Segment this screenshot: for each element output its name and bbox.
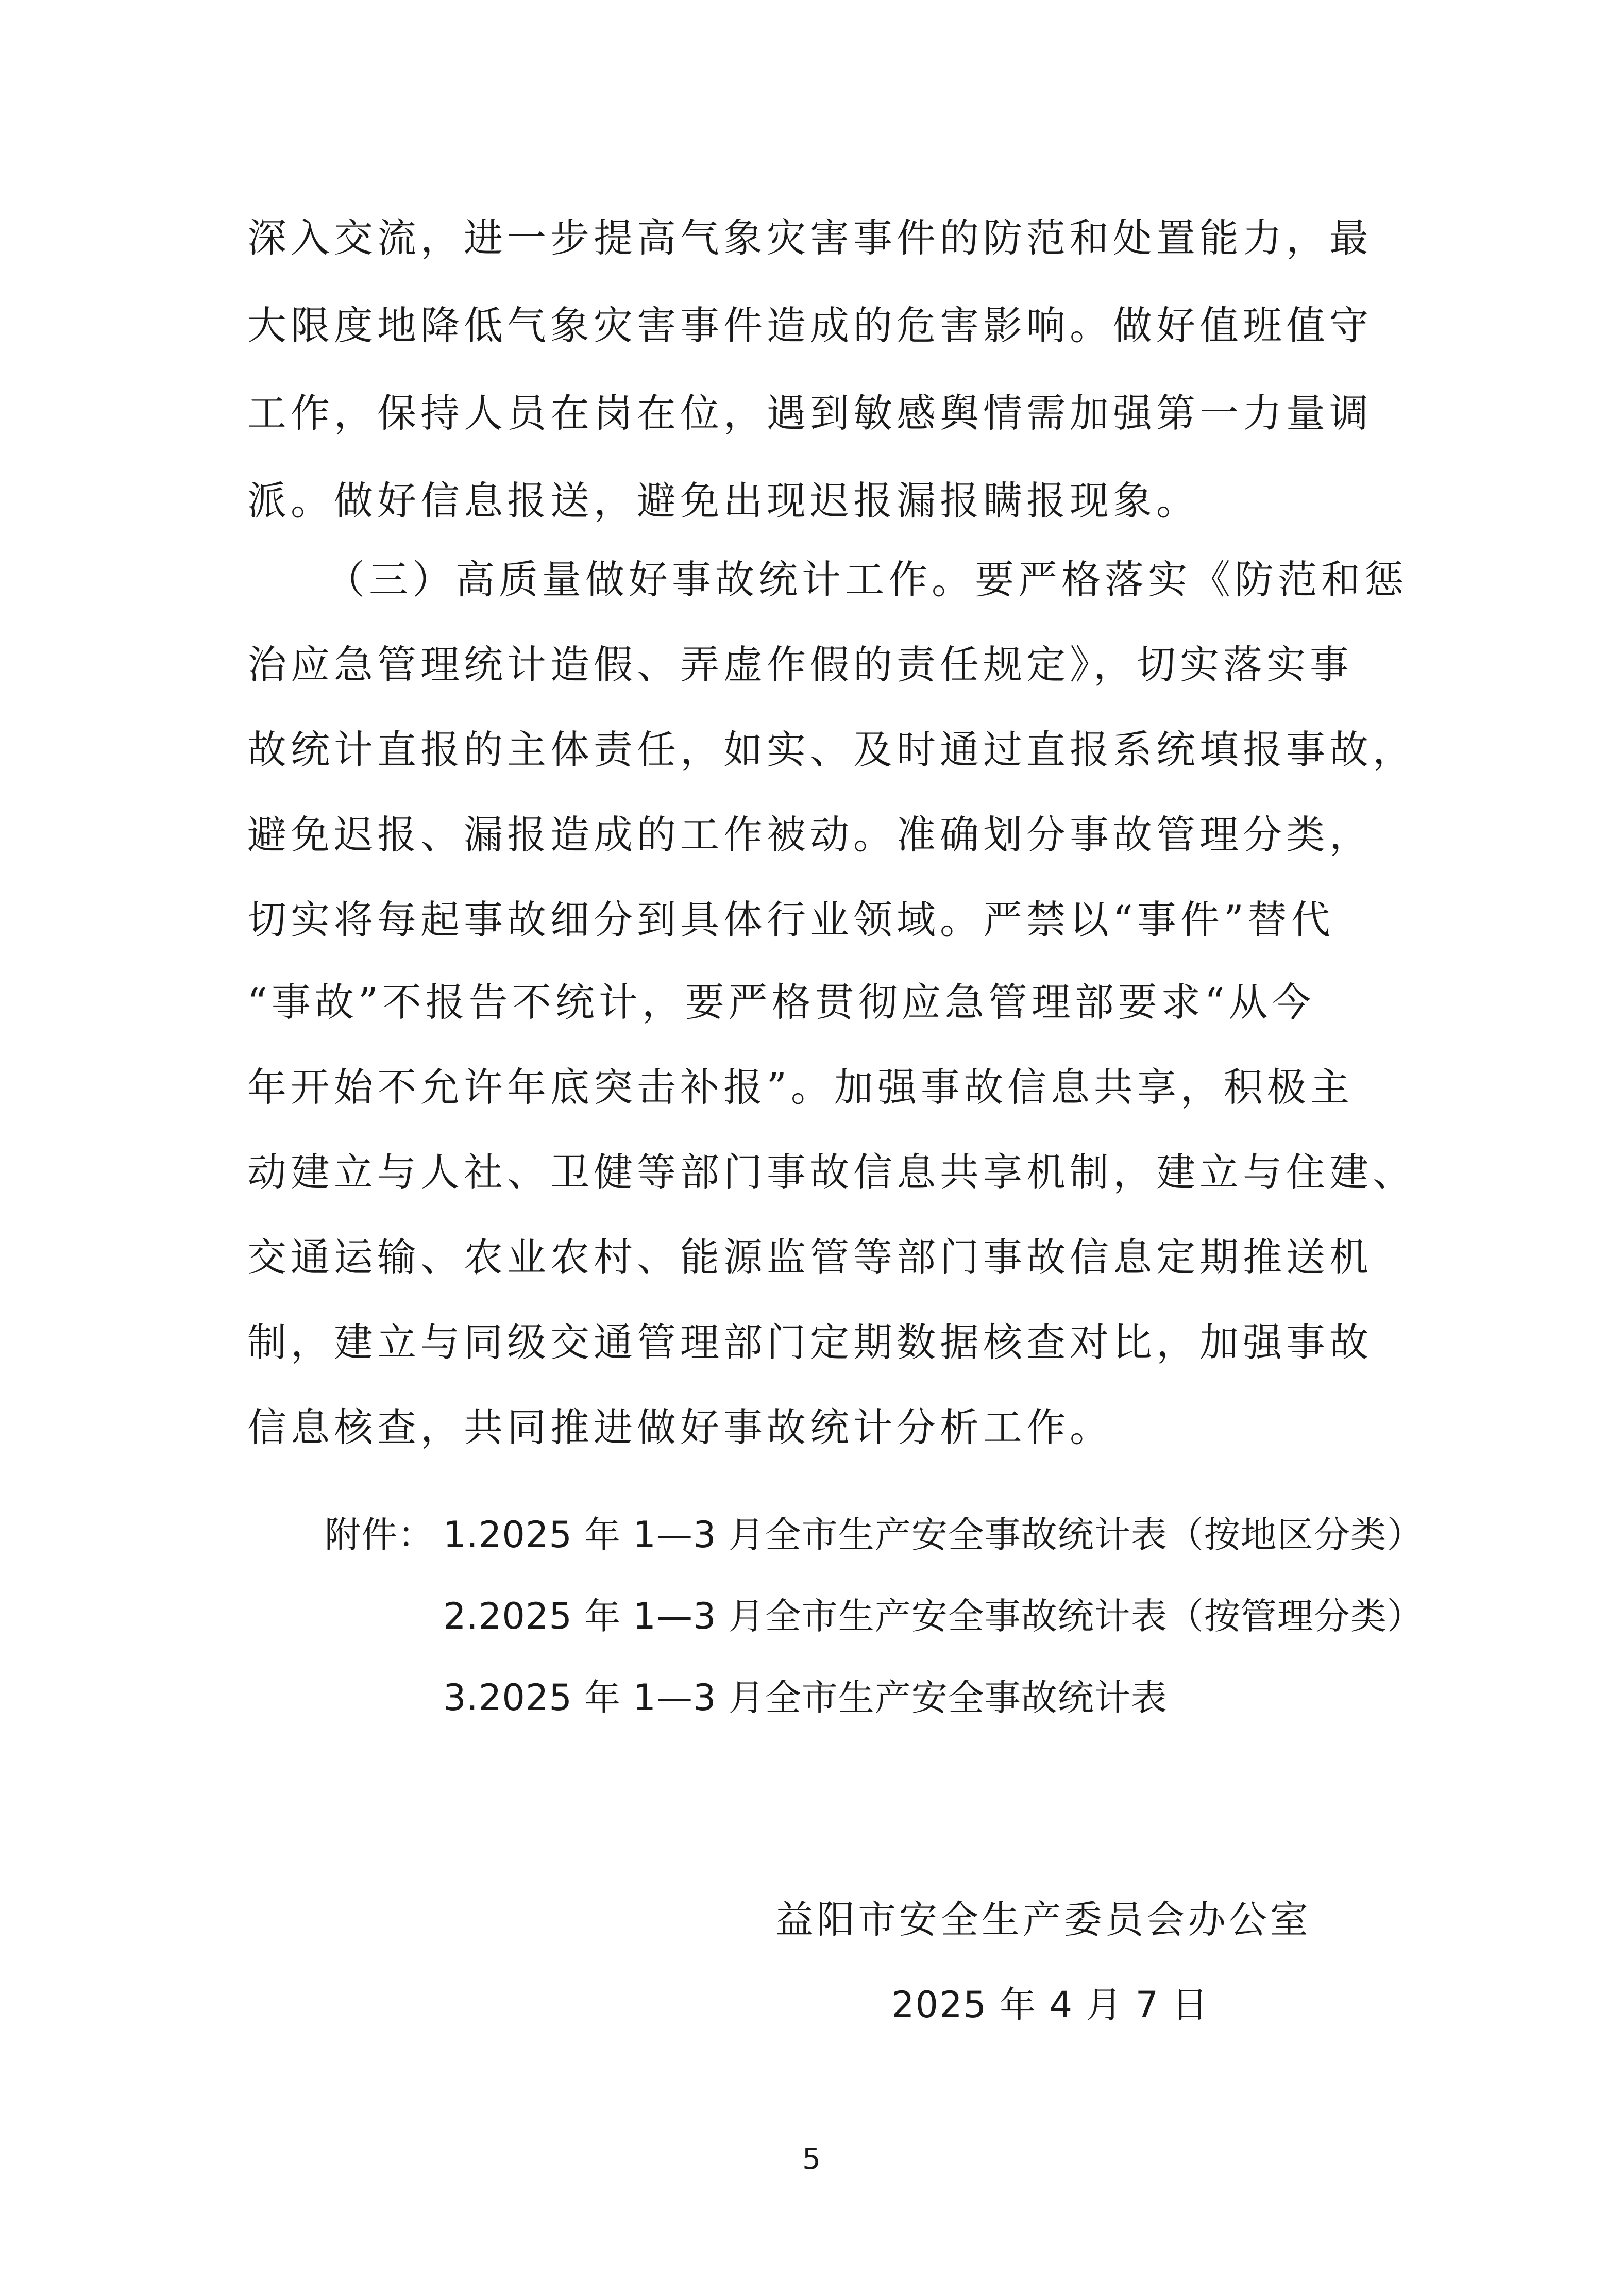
body-line: 避免迟报、漏报造成的工作被动。准确划分事故管理分类， (247, 812, 1373, 858)
signature-date: 2025 年 4 月 7 日 (891, 1984, 1209, 2026)
section-heading-line: （三）高质量做好事故统计工作。要严格落实《防范和惩 (326, 557, 1408, 602)
body-line: 切实将每起事故细分到具体行业领域。严禁以“事件”替代 (247, 897, 1334, 943)
body-line: 动建立与人社、卫健等部门事故信息共享机制，建立与住建、 (247, 1149, 1416, 1195)
attachment-item: 1.2025 年 1—3 月全市生产安全事故统计表（按地区分类） (443, 1514, 1424, 1556)
body-line: 年开始不允许年底突击补报”。加强事故信息共享，积极主 (247, 1064, 1354, 1110)
signature-organization: 益阳市安全生产委员会办公室 (775, 1898, 1311, 1942)
page-number: 5 (802, 2142, 821, 2176)
body-line: 深入交流，进一步提高气象灾害事件的防范和处置能力，最 (247, 215, 1373, 261)
body-line: 工作，保持人员在岗在位，遇到敏感舆情需加强第一力量调 (247, 390, 1373, 436)
body-line: “事故”不报告不统计，要严格贯彻应急管理部要求“从今 (247, 979, 1315, 1025)
body-line: 派。做好信息报送，避免出现迟报漏报瞒报现象。 (247, 478, 1199, 524)
body-line: 治应急管理统计造假、弄虚作假的责任规定》，切实落实事 (247, 642, 1353, 688)
body-line: 大限度地降低气象灾害事件造成的危害影响。做好值班值守 (247, 303, 1373, 348)
attachment-item: 3.2025 年 1—3 月全市生产安全事故统计表 (443, 1677, 1168, 1719)
attachment-item: 2.2025 年 1—3 月全市生产安全事故统计表（按管理分类） (443, 1595, 1424, 1637)
body-line: 制，建立与同级交通管理部门定期数据核查对比，加强事故 (247, 1319, 1373, 1365)
body-line: 信息核查，共同推进做好事故统计分析工作。 (247, 1404, 1113, 1450)
body-line: 故统计直报的主体责任，如实、及时通过直报系统填报事故， (247, 727, 1416, 773)
attachments-label: 附件： (325, 1514, 434, 1556)
body-line: 交通运输、农业农村、能源监管等部门事故信息定期推送机 (247, 1234, 1373, 1280)
